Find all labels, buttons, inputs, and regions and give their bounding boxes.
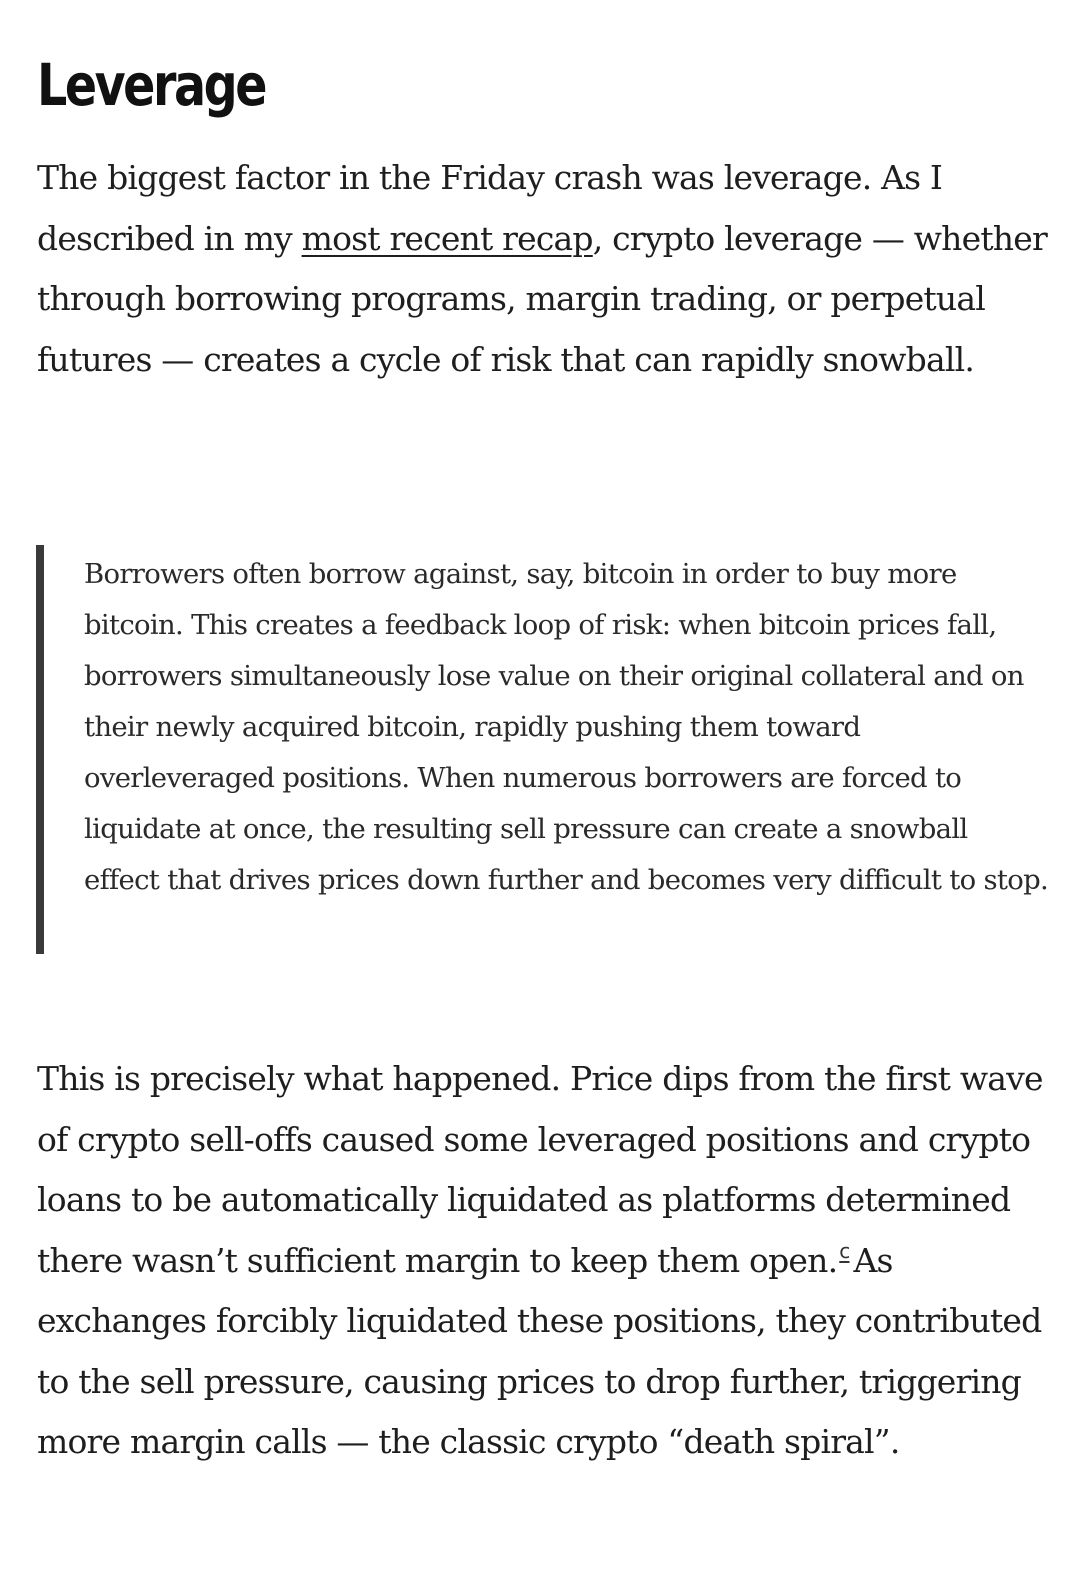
paragraph-leverage-intro: [37, 148, 1057, 390]
footnote-marker[interactable]: c: [839, 1238, 850, 1263]
paragraph-text-after-footnote: As exchanges forcibly liquidated these positions, they contributed to the sell pressure, causing prices to drop further, triggering more margin calls — the classic crypto “death spiral”.: [37, 1240, 1042, 1461]
blockquote-text: Borrowers often borrow against, say, bitcoin in order to buy more bitcoin. This creates a feedback loop of risk: when bitcoin prices fall, borrowers simultaneously lose value on their original collateral and on their newly acquired bitcoin, rapidly pushing them toward overleveraged positions. When numerous borrowers are forced to liquidate at once, the resulting sell pressure can create a snowball effect that drives prices down further and becomes very difficult to stop.: [84, 558, 1049, 896]
paragraph-text-before-footnote: This is precisely what happened. Price dips from the first wave of crypto sell-offs caused some leveraged positions and crypto loans to be automatically liquidated as platforms determined there wasn’t sufficient margin to keep them open.: [37, 1059, 1043, 1280]
blockquote: [36, 545, 1049, 954]
paragraph-text-before-link: The biggest factor in the Friday crash was leverage. As I described in my: [37, 158, 943, 258]
paragraph-text-after-link: , crypto leverage — whether through borrowing programs, margin trading, or perpetual futures — creates a cycle of risk that can rapidly snowball.: [37, 218, 1047, 379]
paragraph-death-spiral: [37, 1049, 1057, 1473]
section-heading: Leverage: [37, 51, 265, 119]
recent-recap-link[interactable]: most recent recap: [301, 218, 593, 258]
